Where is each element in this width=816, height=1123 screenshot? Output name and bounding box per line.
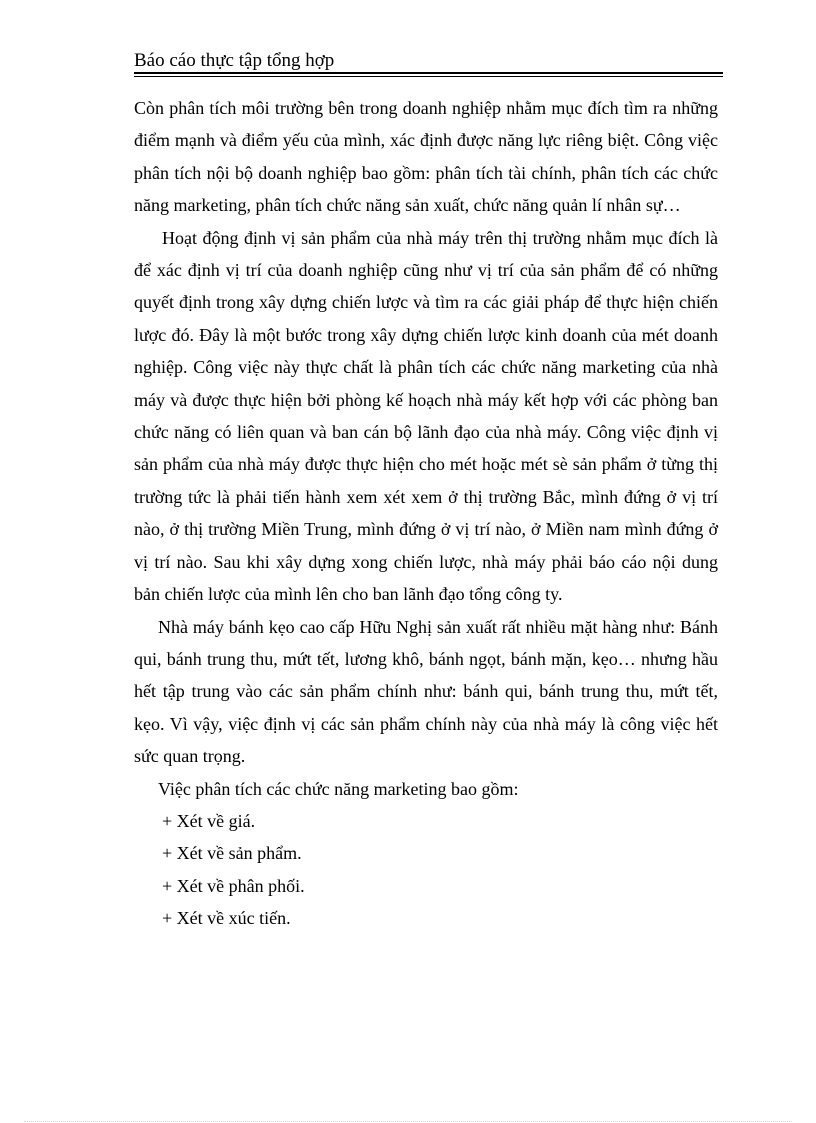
paragraph-marketing-functions: Việc phân tích các chức năng marketing bao gồm: [158, 778, 519, 799]
header-rule-thick [134, 72, 723, 74]
paragraph-internal-analysis: Còn phân tích môi trường bên trong doanh nghiệp nhằm mục đích tìm ra những điểm mạnh và điểm yếu của mình, xác định được năng lực riêng biệt. Công việc phân tích nội bộ doanh nghiệp bao gồm: phân tích tài chính, phân tích các chức năng marketing, phân tích chức năng sản xuất, chức năng quản lí nhân sự… [134, 98, 718, 216]
header-rule-thin [134, 76, 723, 77]
list-item: + Xét về xúc tiến. [162, 908, 291, 929]
list-item: + Xét về sản phẩm. [162, 843, 302, 864]
paragraph-product-positioning: Hoạt động định vị sản phẩm của nhà máy trên thị trường nhằm mục đích là để xác định vị trí của doanh nghiệp cũng như vị trí của sản phẩm để có những quyết định trong xây dựng chiến lược và tìm ra các giải pháp để thực hiện chiến lược đó. Đây là một bước trong xây dựng chiến lược kinh doanh của mét doanh nghiệp. Công việc này thực chất là phân tích các chức năng marketing của nhà máy và được thực hiện bởi phòng kế hoạch nhà máy kết hợp với các phòng ban chức năng có liên quan và ban cán bộ lãnh đạo của nhà máy. Công việc định vị sản phẩm của nhà máy được thực hiện cho mét hoặc mét sè sản phẩm ở từng thị trường tức là phải tiến hành xem xét xem ở thị trường Bắc, mình đứng ở vị trí nào, ở thị trường Miền Trung, mình đứng ở vị trí nào, ở Miền nam mình đứng ở vị trí nào. Sau khi xây dựng xong chiến lược, nhà máy phải báo cáo nội dung bản chiến lược của mình lên cho ban lãnh đạo tổng công ty. [134, 227, 718, 605]
page-bottom-divider [24, 1121, 792, 1122]
paragraph-factory-products: Nhà máy bánh kẹo cao cấp Hữu Nghị sản xuất rất nhiều mặt hàng như: Bánh qui, bánh trung thu, mứt tết, lương khô, bánh ngọt, bánh mặn, kẹo… nhưng hầu hết tập trung vào các sản phẩm chính như: bánh qui, bánh trung thu, mứt tết, kẹo. Vì vậy, việc định vị các sản phẩm chính này của nhà máy là công việc hết sức quan trọng. [134, 616, 718, 767]
header-title: Báo cáo thực tập tổng hợp [134, 50, 335, 71]
list-item: + Xét về phân phối. [162, 875, 305, 896]
document-body [134, 92, 718, 935]
page-header [134, 50, 723, 77]
list-item: + Xét về giá. [162, 810, 256, 831]
marketing-function-list [134, 805, 718, 935]
